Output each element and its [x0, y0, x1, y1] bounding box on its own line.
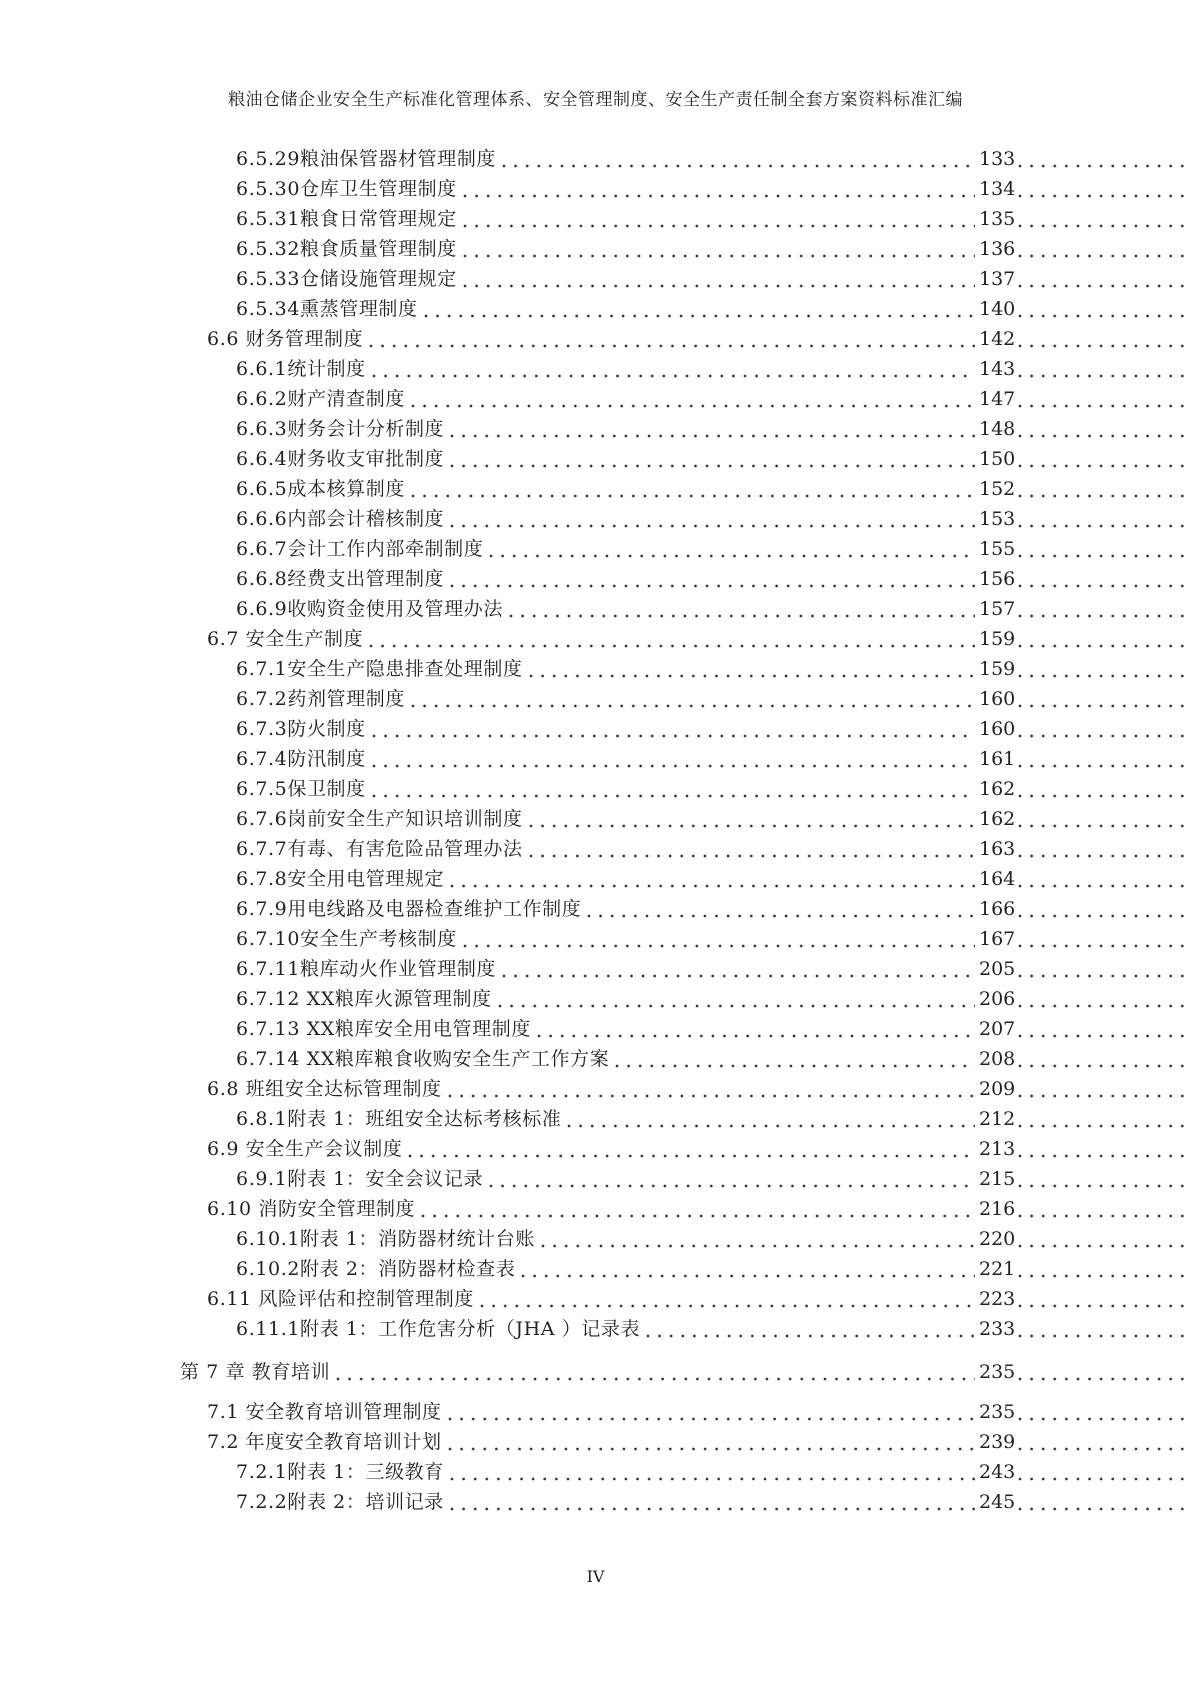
- dot-leader: [450, 564, 975, 594]
- dot-leader: [509, 594, 975, 624]
- dot-leader: [421, 1194, 975, 1224]
- dot-leader: [489, 534, 975, 564]
- dot-leader: [502, 954, 975, 984]
- toc-entry-page: 150: [979, 448, 1016, 470]
- toc-entry-page: 166: [979, 898, 1016, 920]
- dot-leader: [646, 1314, 975, 1344]
- dot-leader-tail: [1018, 354, 1191, 384]
- toc-entry-line: [236, 174, 975, 204]
- toc-entry-line: [236, 204, 975, 234]
- toc-entry-line: [180, 1357, 975, 1387]
- toc-entry-line: [236, 1457, 975, 1487]
- toc-entry-page: 208: [979, 1048, 1016, 1070]
- dot-leader: [448, 1397, 975, 1427]
- dot-leader-tail: [1018, 924, 1191, 954]
- toc-entry-page: 148: [979, 418, 1016, 440]
- toc-entry-line: [236, 594, 975, 624]
- toc-entry: [0, 1074, 1191, 1104]
- toc-entry-line: [236, 414, 975, 444]
- toc-entry-line: [236, 1224, 975, 1254]
- toc-entry: [0, 654, 1191, 684]
- toc-entry: [0, 1314, 1191, 1344]
- running-header-title: 粮油仓储企业安全生产标准化管理体系、安全管理制度、安全生产责任制全套方案资料标准汇编: [228, 90, 963, 110]
- toc-entry: [0, 1397, 1191, 1427]
- toc-entry-line: [236, 354, 975, 384]
- toc-entry-line: [236, 534, 975, 564]
- toc-entry: [0, 954, 1191, 984]
- toc-entry-label: 6.6.6内部会计稽核制度: [236, 508, 445, 530]
- dot-leader: [567, 1104, 975, 1134]
- toc-entry: [0, 1044, 1191, 1074]
- dot-leader: [411, 384, 975, 414]
- dot-leader: [369, 324, 975, 354]
- toc-entry-page: 147: [979, 388, 1016, 410]
- toc-entry: [0, 1487, 1191, 1517]
- dot-leader: [587, 894, 975, 924]
- toc-entry: [0, 264, 1191, 294]
- toc-entry-label: 6.6.7会计工作内部牵制制度: [236, 538, 484, 560]
- toc-entry: [0, 714, 1191, 744]
- toc-entry-label: 6.7.14 XX粮库粮食收购安全生产工作方案: [236, 1048, 610, 1070]
- toc-entry-label: 7.1 安全教育培训管理制度: [207, 1401, 442, 1423]
- toc-entry-page: 152: [979, 478, 1016, 500]
- toc-entry-label: 6.6.1统计制度: [236, 358, 366, 380]
- toc-entry-line: [207, 624, 975, 654]
- dot-leader-tail: [1018, 204, 1191, 234]
- toc-entry: [0, 294, 1191, 324]
- toc-entry: [0, 924, 1191, 954]
- dot-leader-tail: [1018, 1014, 1191, 1044]
- toc-entry: [0, 534, 1191, 564]
- toc-entry-label: 6.7 安全生产制度: [207, 628, 364, 650]
- dot-leader-tail: [1018, 1427, 1191, 1457]
- dot-leader-tail: [1018, 1487, 1191, 1517]
- toc-entry-page: 220: [979, 1228, 1016, 1250]
- toc-entry: [0, 684, 1191, 714]
- dot-leader: [450, 444, 975, 474]
- toc-entry-label: 6.10.1附表 1：消防器材统计台账: [236, 1228, 535, 1250]
- toc-entry-page: 161: [979, 748, 1016, 770]
- dot-leader-tail: [1018, 444, 1191, 474]
- toc-entry-page: 137: [979, 268, 1016, 290]
- toc-entry-label: 6.8 班组安全达标管理制度: [207, 1078, 442, 1100]
- toc-entry-label: 6.11 风险评估和控制管理制度: [207, 1288, 474, 1310]
- toc-entry: [0, 1104, 1191, 1134]
- dot-leader-tail: [1018, 234, 1191, 264]
- dot-leader-tail: [1018, 684, 1191, 714]
- toc-entry-label: 6.8.1附表 1：班组安全达标考核标准: [236, 1108, 562, 1130]
- dot-leader: [408, 1134, 975, 1164]
- dot-leader: [450, 864, 975, 894]
- dot-leader: [450, 504, 975, 534]
- toc-entry-label: 6.5.31粮食日常管理规定: [236, 208, 457, 230]
- dot-leader-tail: [1018, 624, 1191, 654]
- dot-leader: [411, 474, 975, 504]
- toc-entry-line: [236, 444, 975, 474]
- toc-entry-line: [207, 1427, 975, 1457]
- dot-leader: [463, 234, 975, 264]
- dot-leader-tail: [1018, 984, 1191, 1014]
- toc-entry-line: [207, 1284, 975, 1314]
- dot-leader: [463, 264, 975, 294]
- dot-leader-tail: [1018, 534, 1191, 564]
- toc-entry-line: [207, 1074, 975, 1104]
- toc-entry-label: 6.7.8安全用电管理规定: [236, 868, 445, 890]
- dot-leader-tail: [1018, 744, 1191, 774]
- toc-entry-page: 153: [979, 508, 1016, 530]
- toc-entry: [0, 444, 1191, 474]
- toc-entry: [0, 744, 1191, 774]
- toc-entry-page: 216: [979, 1198, 1016, 1220]
- dot-leader-tail: [1018, 954, 1191, 984]
- dot-leader-tail: [1018, 804, 1191, 834]
- toc-entry-line: [236, 1314, 975, 1344]
- dot-leader-tail: [1018, 1164, 1191, 1194]
- toc-entry-label: 6.11.1附表 1：工作危害分析（JHA ）记录表: [236, 1318, 641, 1340]
- toc-entry-page: 239: [979, 1431, 1016, 1453]
- dot-leader: [537, 1014, 975, 1044]
- toc-entry: [0, 1134, 1191, 1164]
- toc-entry-label: 6.7.6岗前安全生产知识培训制度: [236, 808, 523, 830]
- toc-entry: [0, 594, 1191, 624]
- toc-entry-line: [236, 774, 975, 804]
- toc-entry-label: 6.7.10安全生产考核制度: [236, 928, 457, 950]
- dot-leader: [463, 174, 975, 204]
- toc-entry-line: [236, 1164, 975, 1194]
- dot-leader-tail: [1018, 1074, 1191, 1104]
- dot-leader-tail: [1018, 1254, 1191, 1284]
- dot-leader: [480, 1284, 975, 1314]
- toc-entry-page: 142: [979, 328, 1016, 350]
- toc-entry: [0, 1254, 1191, 1284]
- dot-leader: [463, 204, 975, 234]
- toc-entry: [0, 1457, 1191, 1487]
- toc-entry-label: 6.7.11粮库动火作业管理制度: [236, 958, 497, 980]
- dot-leader-tail: [1018, 1044, 1191, 1074]
- toc-entry-page: 159: [979, 628, 1016, 650]
- toc-entry: [0, 474, 1191, 504]
- toc-entry-page: 167: [979, 928, 1016, 950]
- dot-leader-tail: [1018, 264, 1191, 294]
- toc-entry-label: 6.5.32粮食质量管理制度: [236, 238, 457, 260]
- toc-entry-label: 6.5.30仓库卫生管理制度: [236, 178, 457, 200]
- toc-entry-page: 136: [979, 238, 1016, 260]
- dot-leader-tail: [1018, 144, 1191, 174]
- toc-entry-page: 155: [979, 538, 1016, 560]
- toc-entry-label: 6.6.3财务会计分析制度: [236, 418, 445, 440]
- toc-entry: [0, 414, 1191, 444]
- toc-entry-line: [236, 564, 975, 594]
- toc-entry-page: 157: [979, 598, 1016, 620]
- toc-entry-label: 6.9.1附表 1：安全会议记录: [236, 1168, 484, 1190]
- toc-entry: [0, 204, 1191, 234]
- dot-leader-tail: [1018, 414, 1191, 444]
- toc-entry-label: 6.10 消防安全管理制度: [207, 1198, 416, 1220]
- toc-entry-label: 6.7.2药剂管理制度: [236, 688, 405, 710]
- toc-entry-line: [236, 1014, 975, 1044]
- toc-entry-label: 6.6.5成本核算制度: [236, 478, 405, 500]
- toc-entry-page: 209: [979, 1078, 1016, 1100]
- dot-leader-tail: [1018, 1357, 1191, 1387]
- toc-entry-line: [236, 744, 975, 774]
- toc-entry-label: 6.7.9用电线路及电器检查维护工作制度: [236, 898, 582, 920]
- dot-leader: [529, 654, 975, 684]
- toc-entry-line: [236, 954, 975, 984]
- dot-leader-tail: [1018, 324, 1191, 354]
- dot-leader: [541, 1224, 975, 1254]
- dot-leader: [372, 354, 975, 384]
- toc-entry-label: 7.2.1附表 1：三级教育: [236, 1461, 444, 1483]
- toc-entry-label: 7.2.2附表 2：培训记录: [236, 1491, 444, 1513]
- toc-entry-label: 6.5.34熏蒸管理制度: [236, 298, 418, 320]
- dot-leader: [448, 1427, 975, 1457]
- toc-entry: [0, 1427, 1191, 1457]
- dot-leader-tail: [1018, 774, 1191, 804]
- toc-entry-line: [236, 654, 975, 684]
- toc-entry-line: [236, 924, 975, 954]
- toc-entry: [0, 804, 1191, 834]
- dot-leader: [521, 1254, 975, 1284]
- dot-leader-tail: [1018, 594, 1191, 624]
- toc-entry-page: 243: [979, 1461, 1016, 1483]
- toc-entry-label: 7.2 年度安全教育培训计划: [207, 1431, 442, 1453]
- toc-entry: [0, 774, 1191, 804]
- dot-leader-tail: [1018, 174, 1191, 204]
- toc-entry-page: 160: [979, 688, 1016, 710]
- dot-leader: [411, 684, 975, 714]
- dot-leader: [463, 924, 975, 954]
- toc-entry-page: 159: [979, 658, 1016, 680]
- toc-entry: [0, 624, 1191, 654]
- dot-leader-tail: [1018, 1284, 1191, 1314]
- dot-leader: [502, 144, 975, 174]
- dot-leader: [489, 1164, 975, 1194]
- dot-leader-tail: [1018, 654, 1191, 684]
- toc-entry-page: 206: [979, 988, 1016, 1010]
- toc-entry-line: [236, 864, 975, 894]
- toc-entry-page: 233: [979, 1318, 1016, 1340]
- toc-chapter-entry: [0, 1357, 1191, 1387]
- dot-leader: [450, 1487, 975, 1517]
- dot-leader-tail: [1018, 1457, 1191, 1487]
- toc-entry-page: 156: [979, 568, 1016, 590]
- dot-leader-tail: [1018, 1194, 1191, 1224]
- toc-entry-label: 6.7.5保卫制度: [236, 778, 366, 800]
- toc-entry-page: 245: [979, 1491, 1016, 1513]
- dot-leader-tail: [1018, 894, 1191, 924]
- toc-entry-page: 135: [979, 208, 1016, 230]
- toc-entry-label: 6.5.33仓储设施管理规定: [236, 268, 457, 290]
- toc-entry-page: 162: [979, 778, 1016, 800]
- dot-leader: [369, 624, 975, 654]
- toc-entry: [0, 384, 1191, 414]
- toc-entry-line: [236, 264, 975, 294]
- toc-entry-page: 235: [979, 1361, 1016, 1383]
- dot-leader-tail: [1018, 564, 1191, 594]
- toc-entry-page: 205: [979, 958, 1016, 980]
- dot-leader-tail: [1018, 504, 1191, 534]
- toc-entry-page: 162: [979, 808, 1016, 830]
- dot-leader: [372, 774, 975, 804]
- dot-leader: [529, 804, 975, 834]
- toc-entry-line: [207, 1194, 975, 1224]
- dot-leader: [498, 984, 975, 1014]
- toc-entry: [0, 504, 1191, 534]
- toc-entry-line: [236, 834, 975, 864]
- toc-entry-line: [236, 1104, 975, 1134]
- toc-entry-page: 143: [979, 358, 1016, 380]
- toc-entry-line: [207, 1397, 975, 1427]
- toc-entry: [0, 894, 1191, 924]
- toc-entry-page: 235: [979, 1401, 1016, 1423]
- toc-entry-label: 6.7.4防汛制度: [236, 748, 366, 770]
- toc-entry: [0, 1164, 1191, 1194]
- toc-entry-line: [236, 144, 975, 174]
- toc-entry-line: [236, 1487, 975, 1517]
- dot-leader: [336, 1357, 975, 1387]
- toc-entry-page: 140: [979, 298, 1016, 320]
- dot-leader: [615, 1044, 975, 1074]
- toc-entry: [0, 174, 1191, 204]
- dot-leader-tail: [1018, 864, 1191, 894]
- dot-leader-tail: [1018, 1397, 1191, 1427]
- toc-entry-line: [236, 294, 975, 324]
- toc-entry-line: [207, 324, 975, 354]
- toc-entry-line: [236, 1254, 975, 1284]
- toc-entry-label: 6.10.2附表 2：消防器材检查表: [236, 1258, 516, 1280]
- toc-entry-line: [236, 234, 975, 264]
- toc-entry-page: 163: [979, 838, 1016, 860]
- dot-leader-tail: [1018, 1314, 1191, 1344]
- toc-entry-label: 第 7 章 教育培训: [180, 1361, 331, 1383]
- toc-entry: [0, 564, 1191, 594]
- dot-leader-tail: [1018, 1224, 1191, 1254]
- dot-leader: [372, 714, 975, 744]
- dot-leader-tail: [1018, 714, 1191, 744]
- dot-leader: [372, 744, 975, 774]
- toc-entry-line: [236, 474, 975, 504]
- toc-entry-page: 207: [979, 1018, 1016, 1040]
- dot-leader-tail: [1018, 1134, 1191, 1164]
- toc-entry-label: 6.7.7有毒、有害危险品管理办法: [236, 838, 523, 860]
- toc-entry-line: [207, 1134, 975, 1164]
- dot-leader-tail: [1018, 384, 1191, 414]
- toc-entry-page: 215: [979, 1168, 1016, 1190]
- toc-entry-page: 164: [979, 868, 1016, 890]
- toc-entry-line: [236, 684, 975, 714]
- toc-entry-label: 6.7.3防火制度: [236, 718, 366, 740]
- toc-entry-label: 6.5.29粮油保管器材管理制度: [236, 148, 497, 170]
- toc-entry-line: [236, 1044, 975, 1074]
- toc-entry-page: 213: [979, 1138, 1016, 1160]
- toc-entry-page: 160: [979, 718, 1016, 740]
- toc-entry-label: 6.7.1安全生产隐患排查处理制度: [236, 658, 523, 680]
- toc-entry: [0, 1194, 1191, 1224]
- toc-entry: [0, 1224, 1191, 1254]
- dot-leader-tail: [1018, 294, 1191, 324]
- dot-leader-tail: [1018, 1104, 1191, 1134]
- toc-entry-page: 134: [979, 178, 1016, 200]
- dot-leader: [450, 414, 975, 444]
- page-number-footer: IV: [586, 1567, 605, 1586]
- toc-entry-page: 133: [979, 148, 1016, 170]
- toc-entry: [0, 324, 1191, 354]
- toc-entry-label: 6.6.9收购资金使用及管理办法: [236, 598, 503, 620]
- toc-entry-line: [236, 504, 975, 534]
- toc-entry: [0, 984, 1191, 1014]
- toc-entry-line: [236, 894, 975, 924]
- toc-entry-line: [236, 384, 975, 414]
- dot-leader-tail: [1018, 474, 1191, 504]
- toc-entry-label: 6.6.2财产清查制度: [236, 388, 405, 410]
- toc-entry: [0, 1014, 1191, 1044]
- toc-entry-page: 223: [979, 1288, 1016, 1310]
- dot-leader: [450, 1457, 975, 1487]
- toc-entry-label: 6.6.4财务收支审批制度: [236, 448, 445, 470]
- toc-entry-line: [236, 984, 975, 1014]
- toc-entry-label: 6.7.13 XX粮库安全用电管理制度: [236, 1018, 531, 1040]
- toc-entry: [0, 234, 1191, 264]
- dot-leader: [424, 294, 975, 324]
- dot-leader: [448, 1074, 975, 1104]
- toc-entry: [0, 354, 1191, 384]
- toc-entry-label: 6.6 财务管理制度: [207, 328, 364, 350]
- dot-leader: [529, 834, 975, 864]
- toc-entry-line: [236, 714, 975, 744]
- toc-entry: [0, 834, 1191, 864]
- toc-entry-label: 6.9 安全生产会议制度: [207, 1138, 403, 1160]
- toc-entry: [0, 864, 1191, 894]
- toc-entry-page: 221: [979, 1258, 1016, 1280]
- toc-entry-page: 212: [979, 1108, 1016, 1130]
- toc-entry: [0, 1284, 1191, 1314]
- toc-entry-label: 6.6.8经费支出管理制度: [236, 568, 445, 590]
- dot-leader-tail: [1018, 834, 1191, 864]
- toc-entry: [0, 144, 1191, 174]
- toc-entry-label: 6.7.12 XX粮库火源管理制度: [236, 988, 492, 1010]
- toc-entry-line: [236, 804, 975, 834]
